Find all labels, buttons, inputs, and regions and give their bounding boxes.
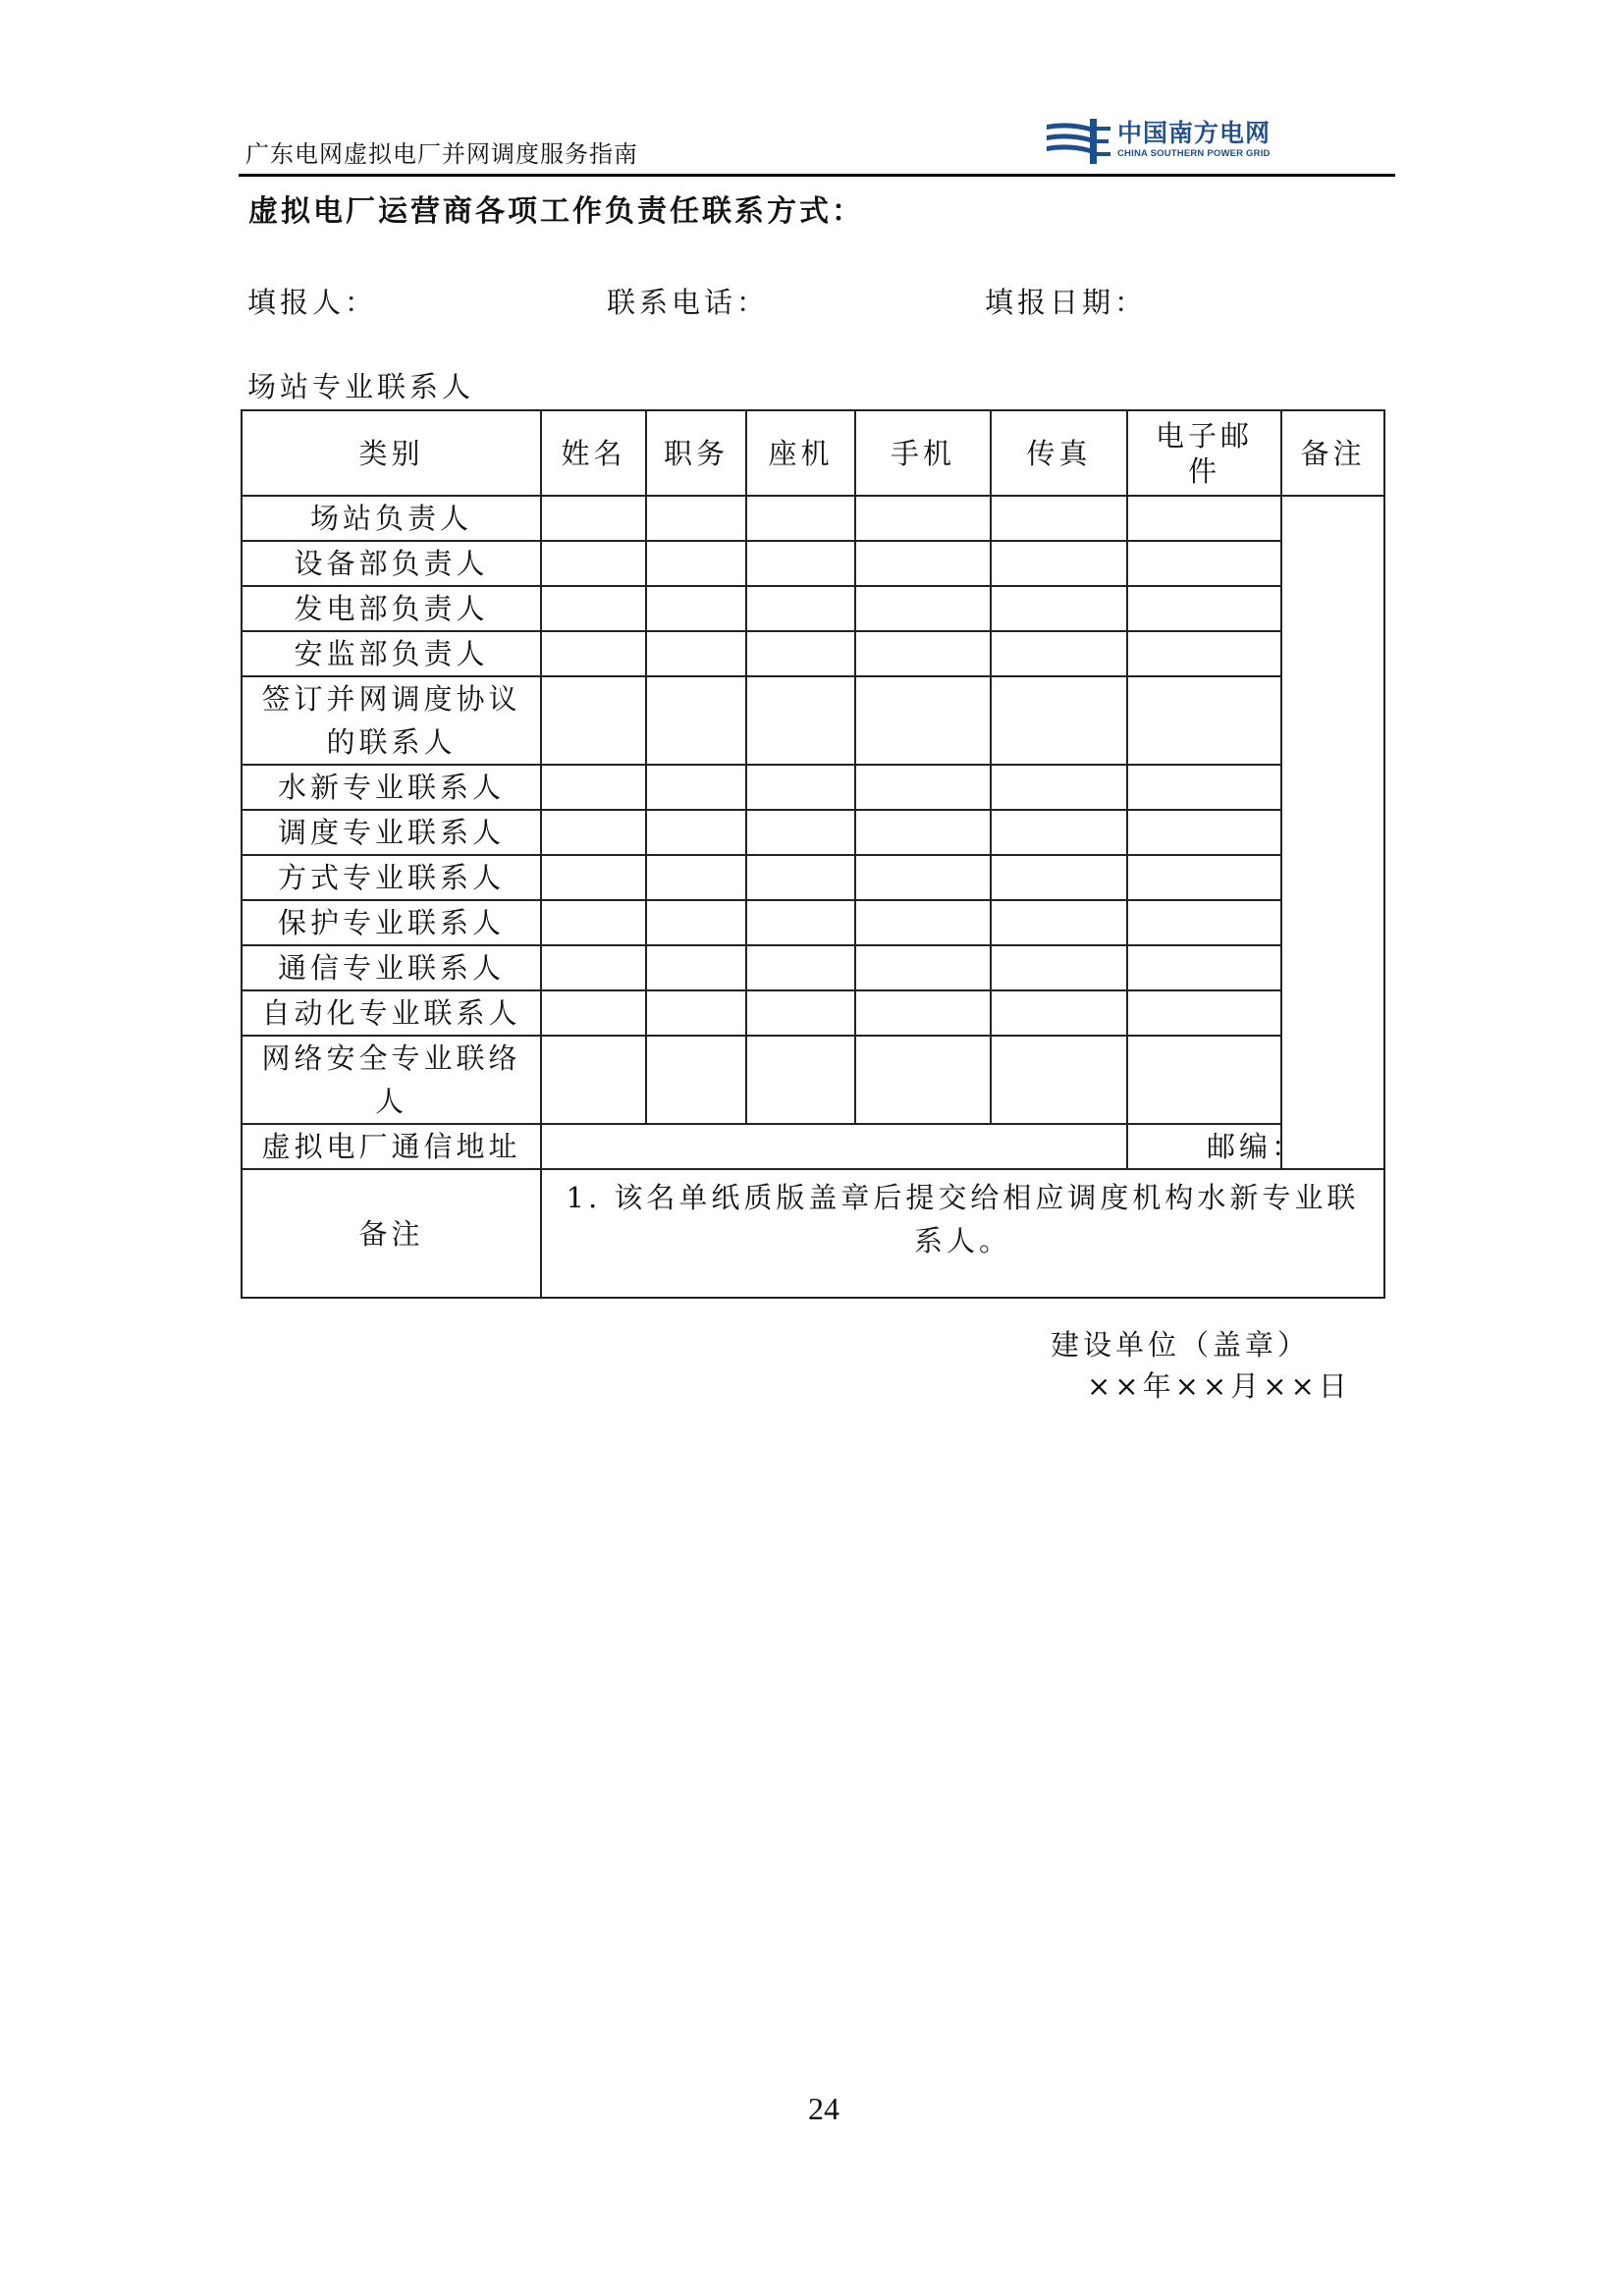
header-name: 姓名	[541, 410, 646, 496]
signature-unit: 建设单位（盖章）	[1051, 1328, 1311, 1362]
signature-date: ××年××月××日	[1087, 1369, 1351, 1403]
cell-email[interactable]	[1127, 810, 1281, 855]
cell-name[interactable]	[541, 810, 646, 855]
cell-position[interactable]	[646, 496, 746, 541]
header-remarks: 备注	[1281, 410, 1384, 496]
china-southern-power-grid-logo-icon	[1047, 119, 1111, 164]
cell-position[interactable]	[646, 1036, 746, 1124]
cell-name[interactable]	[541, 631, 646, 676]
cell-landline[interactable]	[746, 676, 855, 765]
cell-name[interactable]	[541, 541, 646, 586]
cell-mobile[interactable]	[855, 496, 991, 541]
row-category: 调度专业联系人	[242, 810, 541, 855]
running-header-title: 广东电网虚拟电厂并网调度服务指南	[245, 140, 638, 168]
section-label: 场站专业联系人	[247, 370, 475, 403]
row-category: 水新专业联系人	[242, 765, 541, 810]
postcode-cell[interactable]	[1127, 1124, 1384, 1169]
row-category: 网络安全专业联络人	[242, 1036, 541, 1124]
table-row	[242, 631, 1384, 676]
cell-landline[interactable]	[746, 541, 855, 586]
cell-landline[interactable]	[746, 631, 855, 676]
cell-position[interactable]	[646, 586, 746, 631]
cell-mobile[interactable]	[855, 900, 991, 945]
cell-fax[interactable]	[991, 855, 1127, 900]
cell-position[interactable]	[646, 676, 746, 765]
cell-email[interactable]	[1127, 631, 1281, 676]
table-row	[242, 541, 1384, 586]
address-value-cell[interactable]	[541, 1124, 1127, 1169]
cell-name[interactable]	[541, 945, 646, 990]
cell-name[interactable]	[541, 855, 646, 900]
cell-position[interactable]	[646, 765, 746, 810]
table-header-row	[242, 410, 1384, 496]
cell-remarks-merged[interactable]	[1281, 496, 1384, 1169]
cell-email[interactable]	[1127, 945, 1281, 990]
cell-email[interactable]	[1127, 586, 1281, 631]
cell-name[interactable]	[541, 990, 646, 1036]
row-category: 通信专业联系人	[242, 945, 541, 990]
cell-landline[interactable]	[746, 1036, 855, 1124]
page-title: 虚拟电厂运营商各项工作负责任联系方式：	[248, 194, 864, 229]
header-landline: 座机	[746, 410, 855, 496]
cell-position[interactable]	[646, 990, 746, 1036]
logo-name-cn: 中国南方电网	[1117, 119, 1272, 147]
cell-position[interactable]	[646, 631, 746, 676]
row-category: 场站负责人	[242, 496, 541, 541]
cell-fax[interactable]	[991, 990, 1127, 1036]
cell-position[interactable]	[646, 900, 746, 945]
cell-landline[interactable]	[746, 945, 855, 990]
cell-email[interactable]	[1127, 676, 1281, 765]
page-number: 24	[808, 2091, 839, 2126]
remarks-label: 备注	[242, 1169, 541, 1298]
cell-email[interactable]	[1127, 1036, 1281, 1124]
row-category: 设备部负责人	[242, 541, 541, 586]
table-row	[242, 945, 1384, 990]
cell-fax[interactable]	[991, 676, 1127, 765]
cell-landline[interactable]	[746, 496, 855, 541]
cell-fax[interactable]	[991, 586, 1127, 631]
cell-mobile[interactable]	[855, 945, 991, 990]
cell-email[interactable]	[1127, 765, 1281, 810]
cell-fax[interactable]	[991, 1036, 1127, 1124]
cell-fax[interactable]	[991, 765, 1127, 810]
row-category: 方式专业联系人	[242, 855, 541, 900]
cell-fax[interactable]	[991, 541, 1127, 586]
cell-landline[interactable]	[746, 900, 855, 945]
company-logo	[1047, 119, 1282, 164]
remarks-text: 1. 该名单纸质版盖章后提交给相应调度机构水新专业联系人。	[541, 1169, 1384, 1298]
table-row	[242, 990, 1384, 1036]
header-category: 类别	[242, 410, 541, 496]
cell-name[interactable]	[541, 496, 646, 541]
table-row	[242, 855, 1384, 900]
cell-landline[interactable]	[746, 990, 855, 1036]
cell-mobile[interactable]	[855, 631, 991, 676]
cell-email[interactable]	[1127, 855, 1281, 900]
cell-name[interactable]	[541, 1036, 646, 1124]
cell-name[interactable]	[541, 676, 646, 765]
table-row	[242, 765, 1384, 810]
table-row	[242, 900, 1384, 945]
cell-name[interactable]	[541, 765, 646, 810]
cell-email[interactable]	[1127, 990, 1281, 1036]
address-row	[242, 1124, 1384, 1169]
cell-position[interactable]	[646, 945, 746, 990]
row-category: 安监部负责人	[242, 631, 541, 676]
cell-landline[interactable]	[746, 586, 855, 631]
cell-email[interactable]	[1127, 541, 1281, 586]
reporter-label: 填报人：	[247, 286, 378, 319]
cell-mobile[interactable]	[855, 1036, 991, 1124]
cell-name[interactable]	[541, 900, 646, 945]
postcode-label: 邮编：	[1207, 1130, 1305, 1163]
table-row	[242, 1036, 1384, 1124]
cell-email[interactable]	[1127, 496, 1281, 541]
cell-position[interactable]	[646, 855, 746, 900]
cell-mobile[interactable]	[855, 990, 991, 1036]
cell-fax[interactable]	[991, 496, 1127, 541]
cell-mobile[interactable]	[855, 855, 991, 900]
cell-mobile[interactable]	[855, 676, 991, 765]
row-category: 保护专业联系人	[242, 900, 541, 945]
row-category: 自动化专业联系人	[242, 990, 541, 1036]
header-divider	[239, 174, 1395, 177]
cell-mobile[interactable]	[855, 541, 991, 586]
cell-mobile[interactable]	[855, 810, 991, 855]
cell-landline[interactable]	[746, 810, 855, 855]
header-fax: 传真	[991, 410, 1127, 496]
cell-mobile[interactable]	[855, 765, 991, 810]
cell-position[interactable]	[646, 541, 746, 586]
row-category: 发电部负责人	[242, 586, 541, 631]
cell-mobile[interactable]	[855, 586, 991, 631]
cell-fax[interactable]	[991, 945, 1127, 990]
address-label: 虚拟电厂通信地址	[242, 1124, 541, 1169]
contact-table	[241, 409, 1385, 1299]
cell-fax[interactable]	[991, 631, 1127, 676]
logo-name-en: CHINA SOUTHERN POWER GRID	[1117, 148, 1271, 159]
header-position: 职务	[646, 410, 746, 496]
remarks-row	[242, 1169, 1384, 1298]
header-email: 电子邮件	[1127, 410, 1281, 496]
cell-landline[interactable]	[746, 855, 855, 900]
table-row	[242, 496, 1384, 541]
cell-fax[interactable]	[991, 810, 1127, 855]
cell-email[interactable]	[1127, 900, 1281, 945]
phone-label: 联系电话：	[607, 286, 770, 319]
cell-landline[interactable]	[746, 765, 855, 810]
row-category: 签订并网调度协议的联系人	[242, 676, 541, 765]
table-row	[242, 586, 1384, 631]
cell-name[interactable]	[541, 586, 646, 631]
header-mobile: 手机	[855, 410, 991, 496]
date-label: 填报日期：	[985, 286, 1148, 319]
cell-position[interactable]	[646, 810, 746, 855]
table-row	[242, 676, 1384, 765]
table-row	[242, 810, 1384, 855]
cell-fax[interactable]	[991, 900, 1127, 945]
